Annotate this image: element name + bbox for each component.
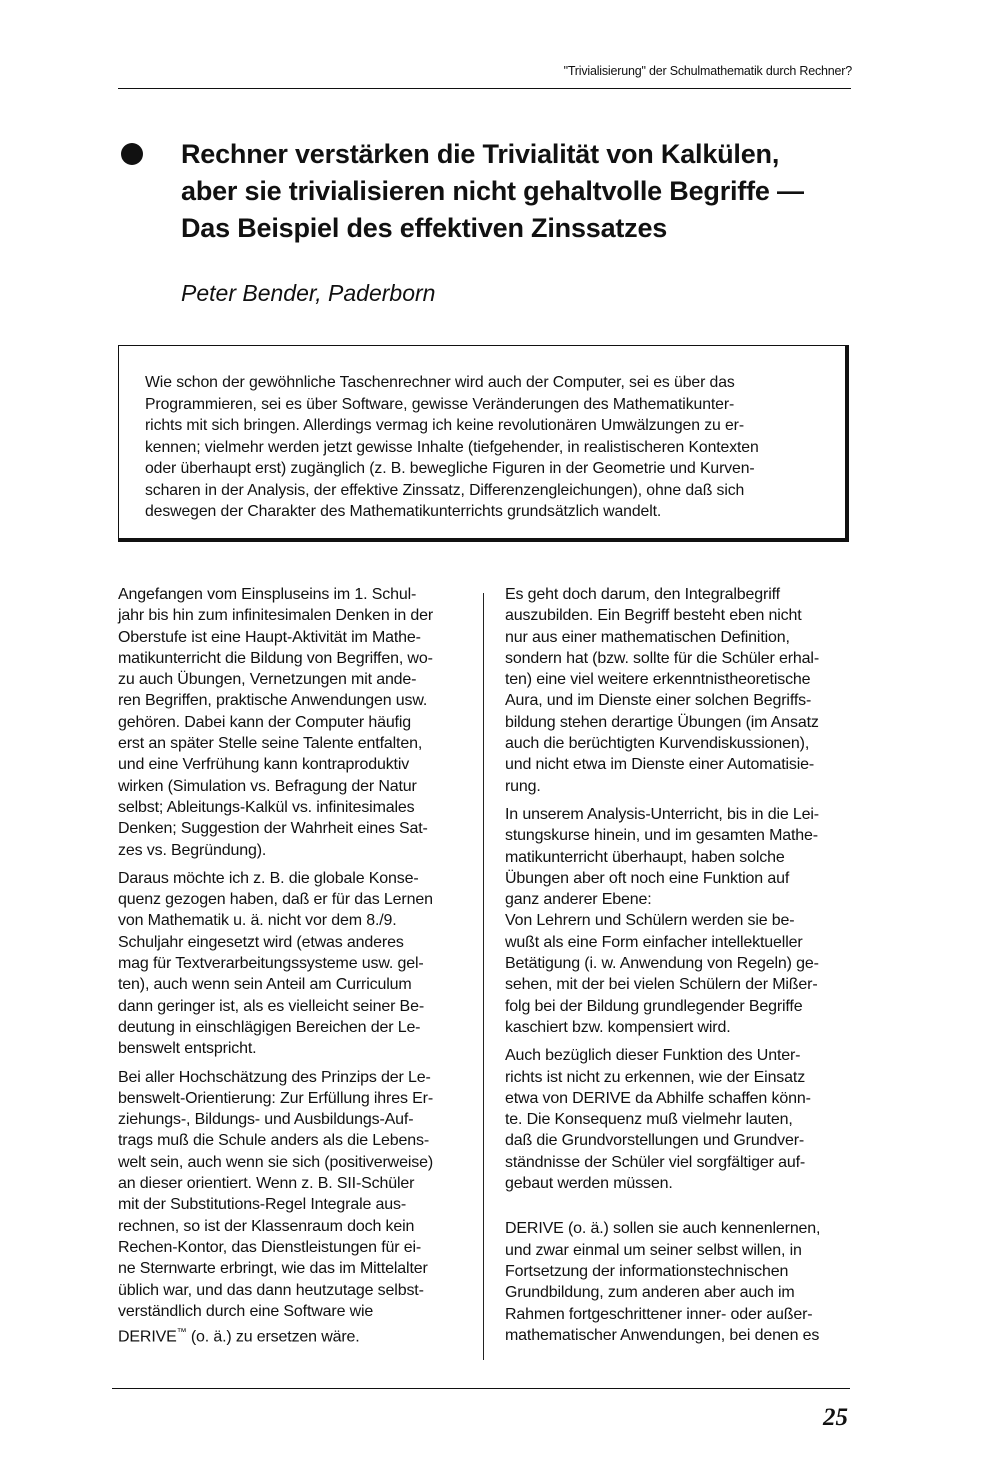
text-line: folg bei der Bildung grundlegender Begriffe: [505, 997, 803, 1015]
text-line: wirken (Simulation vs. Befragung der Natur: [118, 777, 417, 795]
text-line: benswelt-Orientierung: Zur Erfüllung ihres Er-: [118, 1089, 434, 1107]
text-fragment: (o. ä.) zu ersetzen wäre.: [190, 1328, 360, 1346]
paragraph: [118, 1067, 473, 1348]
text-line: auszubilden. Ein Begriff besteht eben nicht: [505, 607, 802, 625]
text-line: wußt als eine Form einfacher intellektueller: [505, 933, 803, 951]
text-line: matikunterricht die Bildung von Begriffen, wo-: [118, 649, 433, 667]
text-line: matikunterricht überhaupt, haben solche: [505, 848, 785, 866]
title-line: Das Beispiel des effektiven Zinssatzes: [181, 213, 668, 243]
trademark-sign: ™: [176, 1327, 187, 1339]
text-line: trags muß die Schule anders als die Lebens-: [118, 1132, 430, 1150]
text-line: Daraus möchte ich z. B. die globale Konse-: [118, 869, 419, 887]
text-line: bildung stehen derartige Übungen (im Ansatz: [505, 713, 819, 731]
text-line: Von Lehrern und Schülern werden sie be-: [505, 912, 795, 930]
abstract: [145, 372, 825, 523]
text-line: ganz anderer Ebene:: [505, 891, 652, 909]
paragraph: [118, 868, 473, 1060]
text-line: benswelt entspricht.: [118, 1040, 257, 1058]
text-line: verständlich durch eine Software wie: [118, 1302, 374, 1320]
text-line: Es geht doch darum, den Integralbegriff: [505, 586, 780, 603]
text-line: zes vs. Begründung).: [118, 841, 267, 859]
text-line: erst an später Stelle seine Talente entfalten,: [118, 735, 423, 753]
text-line: gehören. Dabei kann der Computer häufig: [118, 713, 412, 731]
paragraph: [505, 1045, 855, 1194]
text-line: ständnisse der Schüler viel sorgfältiger auf-: [505, 1153, 806, 1171]
text-line: rung.: [505, 777, 541, 795]
abstract-line: deswegen der Charakter des Mathematikunterrichts grundsätzlich wandelt.: [145, 503, 662, 520]
text-line: gebaut werden müssen.: [505, 1175, 673, 1193]
text-line: Übungen aber oft noch eine Funktion auf: [505, 869, 790, 887]
text-line: Rechen-Kontor, das Dienstleistungen für ei-: [118, 1238, 422, 1256]
text-line: ten) eine viel weitere erkenntnistheoretische: [505, 671, 811, 689]
page-number: 25: [823, 1404, 848, 1431]
text-line: selbst; Ableitungs-Kalkül vs. infinitesimales: [118, 798, 415, 816]
title-line: aber sie trivialisieren nicht gehaltvolle Begriffe —: [181, 176, 804, 206]
bullet-icon: [121, 143, 143, 165]
text-line: von Mathematik u. ä. nicht vor dem 8./9.: [118, 912, 397, 930]
text-line: nur aus einer mathematischen Definition,: [505, 628, 790, 646]
text-line: Fortsetzung der informationstechnischen: [505, 1262, 789, 1280]
article-title: [181, 136, 861, 247]
text-line: Betätigung (i. w. Anwendung von Regeln) ge-: [505, 955, 819, 973]
text-line: Oberstufe ist eine Haupt-Aktivität im Mathe-: [118, 628, 421, 646]
abstract-line: kennen; vielmehr werden jetzt gewisse Inhalte (tiefgehender, in realistischeren Kontexten: [145, 438, 759, 456]
text-line: und eine Verfrühung kann kontraproduktiv: [118, 756, 410, 774]
text-line: kaschiert bzw. kompensiert wird.: [505, 1018, 731, 1036]
text-line: richts ist nicht zu erkennen, wie der Einsatz: [505, 1068, 806, 1086]
text-line: ten), auch wenn sein Anteil am Curriculum: [118, 976, 412, 994]
text-line: deutung in einschlägigen Bereichen der Le-: [118, 1018, 421, 1036]
paragraph: [505, 584, 855, 797]
paragraph: [505, 804, 855, 1038]
column-divider: [483, 593, 484, 1360]
header-rule: [118, 88, 851, 89]
text-line: Schuljahr eingesetzt wird (etwas anderes: [118, 933, 404, 951]
text-line: rechnen, so ist der Klassenraum doch kein: [118, 1217, 415, 1235]
text-line: quenz gezogen haben, daß er für das Lernen: [118, 891, 433, 909]
text-line: Denken; Suggestion der Wahrheit eines Sat-: [118, 820, 428, 838]
author-line: Peter Bender, Paderborn: [181, 280, 436, 306]
text-line: mag für Textverarbeitungssysteme usw. gel-: [118, 955, 424, 973]
text-line: jahr bis hin zum infinitesimalen Denken in der: [118, 607, 434, 625]
text-line: ren Begriffen, praktische Anwendungen usw.: [118, 692, 428, 710]
text-line: Aura, und im Dienste einer solchen Begriffs-: [505, 692, 812, 710]
paragraph-gap: [505, 1201, 855, 1218]
text-line: Grundbildung, zum anderen aber auch im: [505, 1284, 795, 1302]
text-line: und nicht etwa im Dienste einer Automatisie-: [505, 756, 815, 774]
abstract-line: Programmieren, sei es über Software, gewisse Veränderungen des Mathematikunter-: [145, 395, 735, 413]
text-line: üblich war, und das dann heutzutage selbst-: [118, 1281, 424, 1299]
text-line: stungskurse hinein, und im gesamten Mathe-: [505, 827, 818, 845]
abstract-line: richts mit sich bringen. Allerdings vermag ich keine revolutionären Umwälzungen zu er-: [145, 417, 744, 434]
text-line: daß die Grundvorstellungen und Grundver-: [505, 1132, 805, 1150]
text-line: an dieser orientiert. Wenn z. B. SII-Schüler: [118, 1175, 415, 1193]
text-line: und zwar einmal um seiner selbst willen, in: [505, 1241, 802, 1259]
text-line: etwa von DERIVE da Abhilfe schaffen könn-: [505, 1089, 811, 1107]
text-line: ziehungs-, Bildungs- und Ausbildungs-Auf-: [118, 1111, 414, 1129]
text-line: Auch bezüglich dieser Funktion des Unter-: [505, 1047, 801, 1065]
derive-word: DERIVE: [118, 1328, 177, 1346]
text-line: In unserem Analysis-Unterricht, bis in die Lei-: [505, 805, 819, 823]
text-line: sondern hat (bzw. sollte für die Schüler erhal-: [505, 649, 820, 667]
paragraph: [505, 1218, 855, 1346]
text-line: Angefangen vom Einspluseins im 1. Schul-: [118, 586, 417, 603]
text-line: auch die berüchtigten Kurvendiskussionen),: [505, 735, 810, 753]
text-line-last: [118, 1322, 473, 1348]
text-line: Rahmen fortgeschrittener inner- oder außer-: [505, 1305, 813, 1323]
footer-rule: [112, 1388, 850, 1389]
right-column: [505, 584, 855, 1353]
text-line: dann geringer ist, als es vielleicht seiner Be-: [118, 997, 424, 1015]
abstract-line: Wie schon der gewöhnliche Taschenrechner wird auch der Computer, sei es über das: [145, 374, 735, 391]
running-head: "Trivialisierung" der Schulmathematik durch Rechner?: [563, 64, 852, 78]
text-line: welt sein, auch wenn sie sich (positiverweise): [118, 1153, 434, 1171]
text-line: te. Die Konsequenz muß vielmehr lauten,: [505, 1111, 793, 1129]
text-line: DERIVE (o. ä.) sollen sie auch kennenlernen,: [505, 1220, 821, 1238]
left-column: [118, 584, 473, 1355]
text-line: ne Sternwarte erbringt, wie das im Mittelalter: [118, 1260, 428, 1278]
title-line: Rechner verstärken die Trivialität von Kalkülen,: [181, 139, 780, 169]
abstract-line: scharen in der Analysis, der effektive Zinssatz, Differenzengleichungen), ohne daß sich: [145, 481, 745, 499]
text-line: Bei aller Hochschätzung des Prinzips der Le-: [118, 1068, 431, 1086]
paragraph: [118, 584, 473, 861]
text-line: zu auch Übungen, Vernetzungen mit ande-: [118, 671, 417, 689]
text-line: mit der Substitutions-Regel Integrale aus-: [118, 1196, 407, 1214]
abstract-line: oder überhaupt erst) zugänglich (z. B. bewegliche Figuren in der Geometrie und Kurven-: [145, 460, 755, 477]
text-line: sehen, mit der bei vielen Schülern der Mißer-: [505, 976, 818, 994]
text-line: mathematischer Anwendungen, bei denen es: [505, 1326, 820, 1344]
